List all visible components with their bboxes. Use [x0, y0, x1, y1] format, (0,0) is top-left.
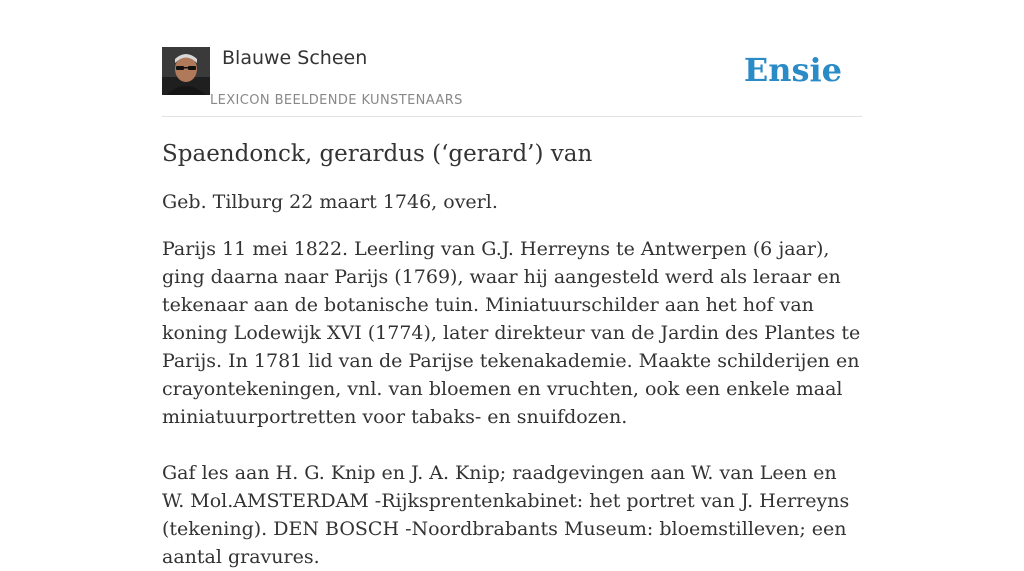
brand-logo[interactable]: Ensie: [743, 51, 842, 89]
article-content: [162, 138, 862, 571]
author-avatar[interactable]: [162, 47, 210, 95]
user-avatar-photo-icon: [162, 47, 210, 95]
article-body: Parijs 11 mei 1822. Leerling van G.J. Herreyns te Antwerpen (6 jaar), ging daarna naar Parijs (1769), waar hij aangesteld werd als leraar en tekenaar aan de botanische tuin. Miniatuurschilder aan het hof van koning Lodewijk XVI (1774), later direkteur van de Jardin des Plantes te Parijs. In 1781 lid van de Parijse tekenakademie. Maakte schilderijen en crayontekeningen, vnl. van bloemen en vruchten, ook een enkele maal miniatuurportretten voor tabaks- en snuifdozen. Gaf les aan H. G. Knip en J. A. Knip; raadgevingen aan W. van Leen en W. Mol.AMSTERDAM -Rijksprentenkabinet: het portret van J. Herreyns (tekening). DEN BOSCH -Noordbrabants Museum: bloemstilleven; een aantal gravures.: [162, 238, 861, 568]
article-title: Spaendonck, gerardus (‘gerard’) van: [162, 141, 593, 167]
article-header: [162, 46, 862, 117]
author-name[interactable]: Blauwe Scheen: [222, 47, 368, 69]
article-intro: Geb. Tilburg 22 maart 1746, overl.: [162, 191, 498, 213]
source-name[interactable]: LEXICON BEELDENDE KUNSTENAARS: [210, 93, 463, 108]
